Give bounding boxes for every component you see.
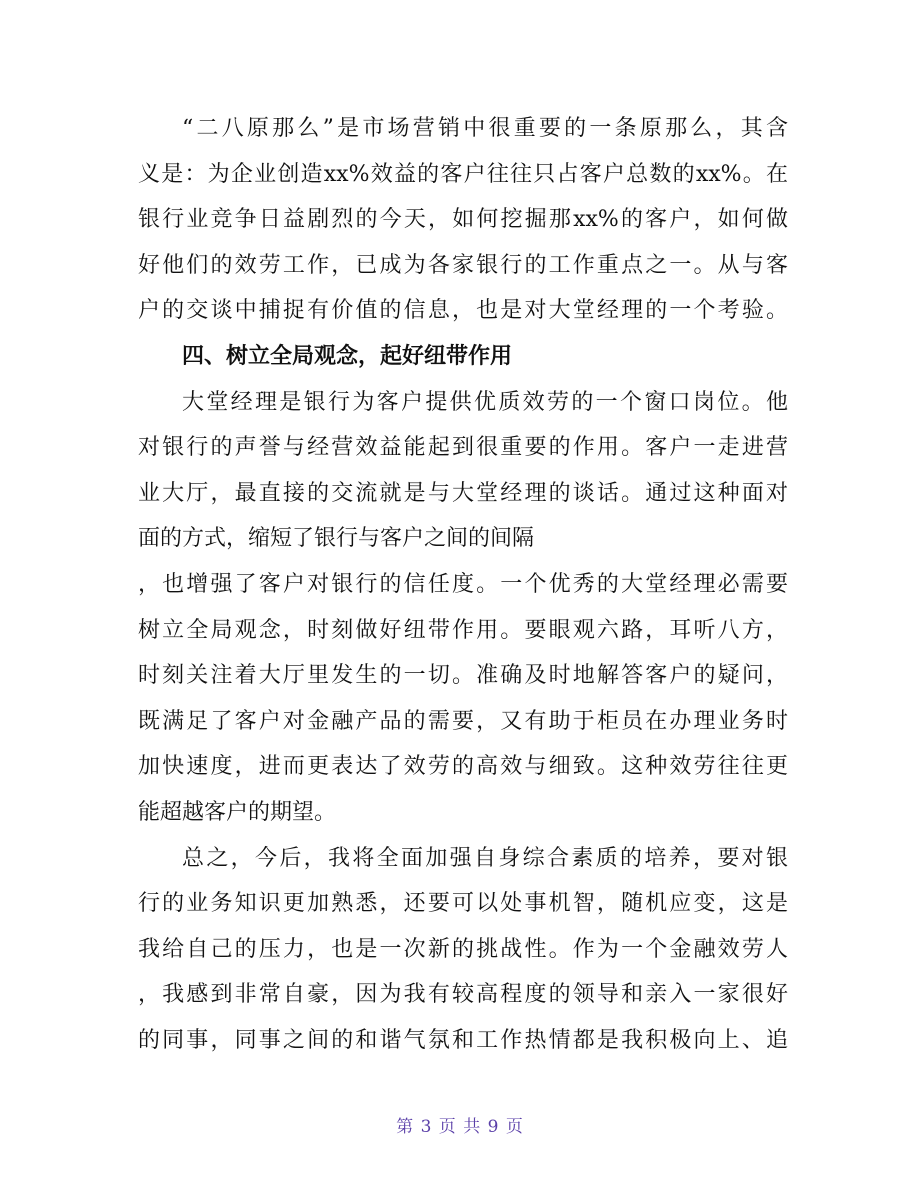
text-line: 时刻关注着大厅里发生的一切。准确及时地解答客户的疑问， xyxy=(138,663,788,689)
section-heading: 四、树立全局观念，起好纽带作用 xyxy=(182,342,513,369)
text-line: 对银行的声誉与经营效益能起到很重要的作用。客户一走进营 xyxy=(138,435,788,461)
text-line: 既满足了客户对金融产品的需要，又有助于柜员在办理业务时 xyxy=(138,708,788,734)
page-number-label: 第 3 页 共 9 页 xyxy=(396,1117,524,1137)
text-line: 义是：为企业创造xx%效益的客户往往只占客户总数的xx%。在 xyxy=(138,161,788,187)
text-line: 总之，今后，我将全面加强自身综合素质的培养，要对银 xyxy=(182,845,788,871)
text-line: ，也增强了客户对银行的信任度。一个优秀的大堂经理必需要 xyxy=(138,571,788,597)
document-body xyxy=(138,106,788,1063)
text-line: 大堂经理是银行为客户提供优质效劳的一个窗口岗位。他 xyxy=(182,389,788,415)
text-line: 面的方式，缩短了银行与客户之间的间隔 xyxy=(138,526,535,552)
text-line: 能超越客户的期望。 xyxy=(138,799,337,825)
text-line: 我给自己的压力，也是一次新的挑战性。作为一个金融效劳人 xyxy=(138,936,788,962)
text-line: 户的交谈中捕捉有价值的信息，也是对大堂经理的一个考验。 xyxy=(138,298,788,324)
page-number-footer xyxy=(0,1112,920,1137)
text-line: 好他们的效劳工作，已成为各家银行的工作重点之一。从与客 xyxy=(138,252,788,278)
text-line: ，我感到非常自豪，因为我有较高程度的领导和亲入一家很好 xyxy=(138,982,788,1008)
text-line: 加快速度，进而更表达了效劳的高效与细致。这种效劳往往更 xyxy=(138,754,788,780)
text-line: 的同事，同事之间的和谐气氛和工作热情都是我积极向上、追 xyxy=(138,1027,788,1053)
text-line: 树立全局观念，时刻做好纽带作用。要眼观六路，耳听八方， xyxy=(138,617,788,643)
text-line: 行的业务知识更加熟悉，还要可以处事机智，随机应变，这是 xyxy=(138,891,788,917)
text-line: “二八原那么”是市场营销中很重要的一条原那么，其含 xyxy=(182,116,788,141)
text-line: 业大厅，最直接的交流就是与大堂经理的谈话。通过这种面对 xyxy=(138,480,788,506)
text-line: 银行业竞争日益剧烈的今天，如何挖掘那xx%的客户，如何做 xyxy=(138,207,788,233)
